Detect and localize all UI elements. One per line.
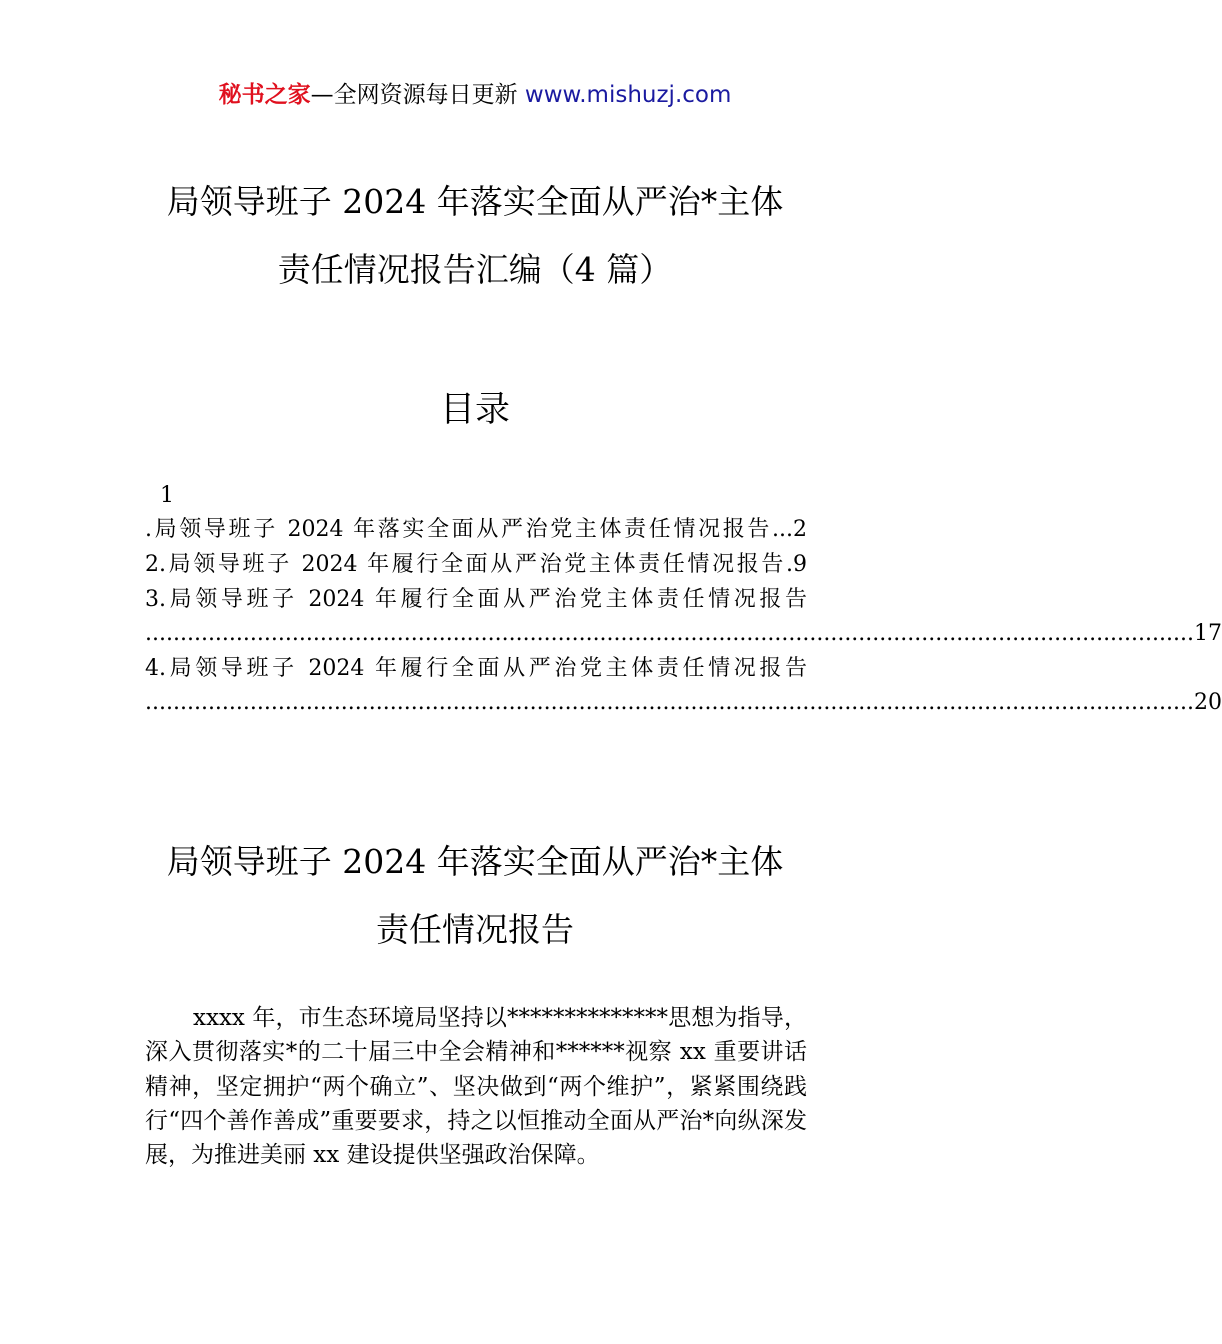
site-url-link[interactable]: www.mishuzj.com bbox=[524, 82, 732, 108]
toc-heading: 目录 bbox=[439, 390, 510, 430]
document-title-line-2: 责任情况报告汇编（4 篇） bbox=[277, 250, 673, 289]
brand-name: 秘书之家 bbox=[218, 82, 311, 108]
body-paragraph bbox=[145, 1001, 807, 1172]
toc-item-3-page: 17 bbox=[1193, 621, 1222, 646]
toc-item-1[interactable]: .局领导班子 2024 年落实全面从严治党主体责任情况报告...2 bbox=[145, 517, 807, 542]
section-title-line-2: 责任情况报告 bbox=[376, 910, 574, 949]
toc-item-3-dots: ...................................................................................................................................................... bbox=[145, 621, 1194, 646]
toc-item-3-leader[interactable] bbox=[145, 618, 1222, 650]
toc-item-4-dots: ...................................................................................................................................................... bbox=[145, 690, 1194, 715]
header-tagline: —全网资源每日更新 bbox=[310, 82, 518, 108]
toc-item-4-leader[interactable] bbox=[145, 687, 1222, 719]
body-paragraph-text: xxxx 年，市生态环境局坚持以**************思想为指导，深入贯彻落实*的二十届三中全会精神和******视察 xx 重要讲话精神，坚定拥护“两个确立”、坚决做到“两个维护”，紧紧围绕践行“四个善作善成”重要要求，持之以恒推动全面从严治*向纵深发展，为推进美丽 xx 建设提供坚强政治保障。 bbox=[145, 1005, 807, 1169]
document-title-line-1: 局领导班子 2024 年落实全面从严治*主体 bbox=[166, 182, 784, 221]
toc-item-3[interactable]: 3.局领导班子 2024 年履行全面从严治党主体责任情况报告 bbox=[145, 587, 807, 612]
site-header bbox=[0, 78, 950, 112]
section-title-line-1: 局领导班子 2024 年落实全面从严治*主体 bbox=[166, 842, 784, 881]
toc-item-4[interactable]: 4.局领导班子 2024 年履行全面从严治党主体责任情况报告 bbox=[145, 656, 807, 681]
toc-item-2[interactable]: 2.局领导班子 2024 年履行全面从严治党主体责任情况报告.9 bbox=[145, 552, 807, 577]
toc-item-4-page: 20 bbox=[1193, 690, 1222, 715]
toc-item-1-number: 1 bbox=[160, 483, 174, 508]
